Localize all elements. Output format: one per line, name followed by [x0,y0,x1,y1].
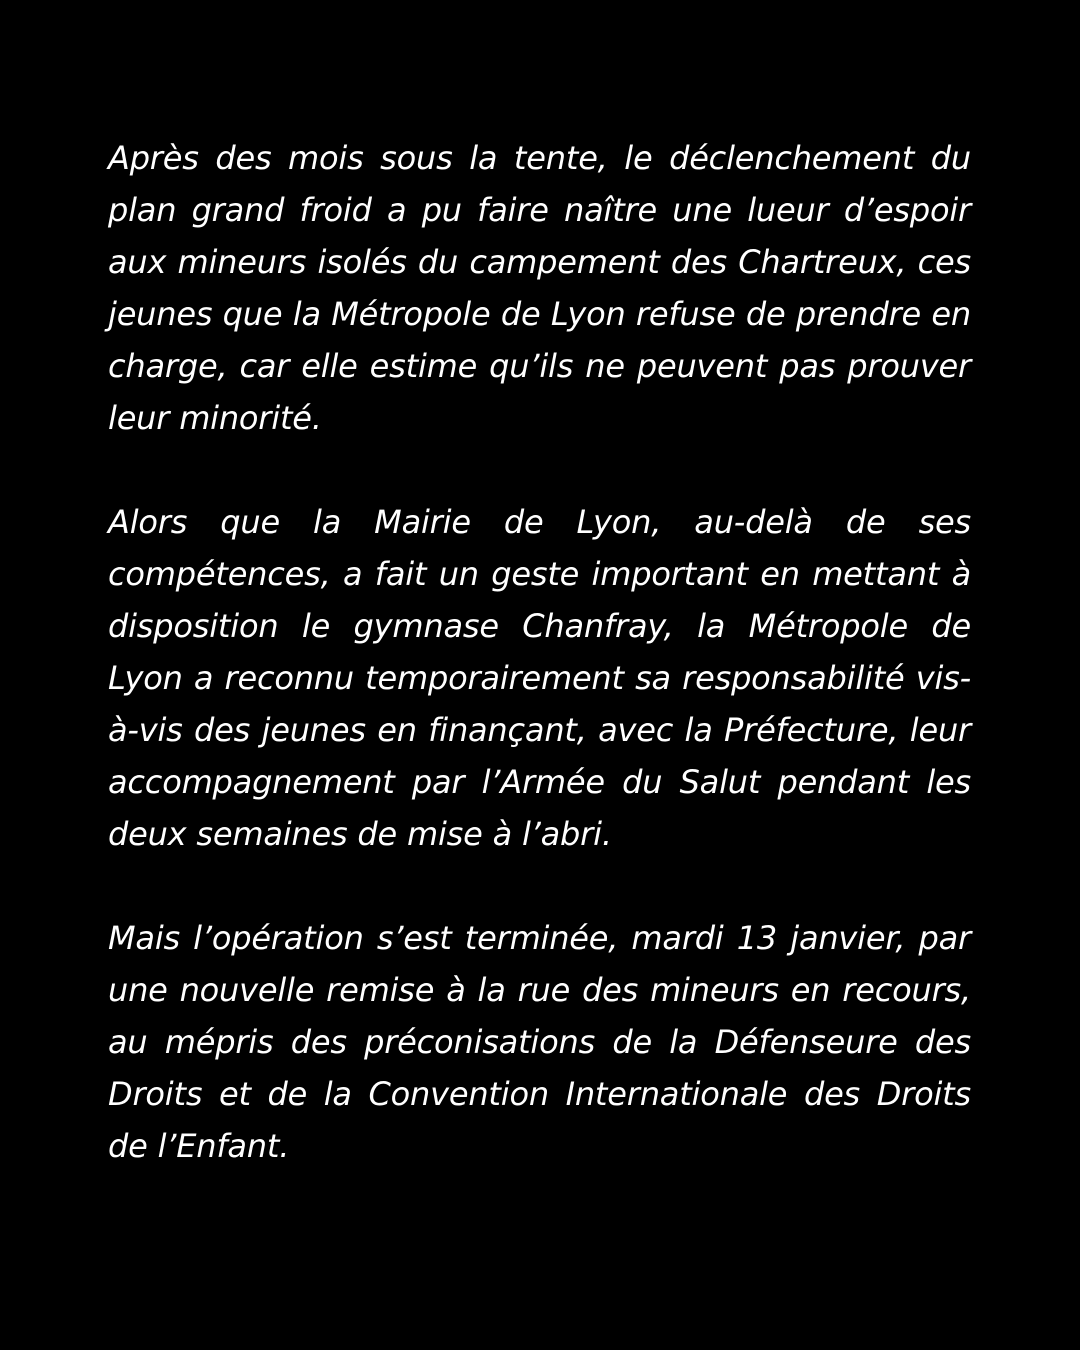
paragraph-3: Mais l’opération s’est terminée, mardi 13 janvier, par une nouvelle remise à la rue des mineurs en recours, au mépris des préconisations de la Défenseure des Droits et de la Convention Internationale des Droits de l’Enfant. [108,919,971,1165]
post-text-block [108,132,971,1172]
paragraph-1: Après des mois sous la tente, le déclenchement du plan grand froid a pu faire naître une lueur d’espoir aux mineurs isolés du campement des Chartreux, ces jeunes que la Métropole de Lyon refuse de prendre en charge, car elle estime qu’ils ne peuvent pas prouver leur minorité. [108,139,971,437]
paragraph-2: Alors que la Mairie de Lyon, au-delà de ses compétences, a fait un geste important en mettant à disposition le gymnase Chanfray, la Métropole de Lyon a reconnu temporairement sa responsabilité vis-à-vis des jeunes en finançant, avec la Préfecture, leur accompagnement par l’Armée du Salut pendant les deux semaines de mise à l’abri. [108,503,971,853]
